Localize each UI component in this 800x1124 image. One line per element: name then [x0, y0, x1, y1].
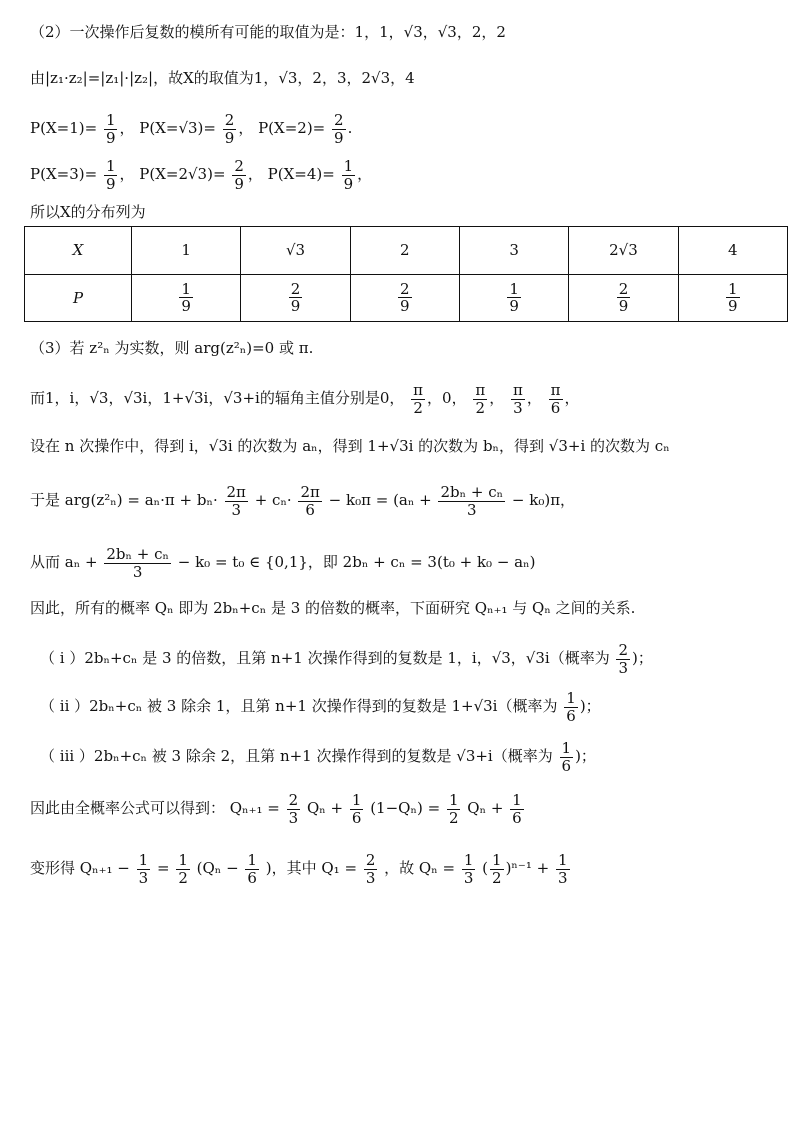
- fraction: $\frac{1}{9}$: [181, 279, 191, 316]
- fraction: $\frac{\pi}{6}$: [550, 381, 561, 417]
- table-cell: √3: [241, 227, 350, 275]
- table-cell: [678, 274, 787, 322]
- line-case-iii: （ iii ）2bₙ+cₙ 被 3 除余 2，且第 n+1 次操作得到的复数是 √3+i（概率为 $\frac{1}{6}$ )；: [40, 739, 596, 775]
- fraction: $\frac{2}{9}$: [400, 279, 410, 316]
- table-cell: [459, 274, 568, 322]
- table-header-p: P: [25, 274, 132, 322]
- prob-label: P(X=2√3)=: [139, 165, 226, 183]
- fraction: $\frac{\pi}{2}$: [413, 381, 424, 417]
- line-case-ii: （ ii ）2bₙ+cₙ 被 3 除余 1，且第 n+1 次操作得到的复数是 1+√3i（概率为 $\frac{1}{6}$ )；: [40, 689, 601, 725]
- fraction: $\frac{1}{9}$: [105, 157, 116, 193]
- fraction: $\frac{1}{9}$: [509, 279, 519, 316]
- fraction: $\frac{\pi}{2}$: [475, 381, 486, 417]
- fraction: $\frac{\text{2bₙ + cₙ}}{3}$: [440, 483, 504, 519]
- line-distribution-intro: 所以X的分布列为: [30, 203, 146, 221]
- line-principal-arguments: 而1，i，√3，√3i，1+√3i，√3+i的辐角主值分别是0， $\frac{\pi}{2}$ ，0， $\frac{\pi}{2}$ ， $\frac{\pi}{3}$ ， $\frac{\pi}{6}$ ，: [30, 381, 580, 417]
- table-cell: [241, 274, 350, 322]
- table-cell: [350, 274, 459, 322]
- prob-label: P(X=1)=: [30, 119, 98, 137]
- prob-label: P(X=3)=: [30, 165, 98, 183]
- fraction: $\frac{2}{9}$: [234, 157, 244, 193]
- fraction: $\frac{2}{9}$: [224, 111, 235, 147]
- distribution-table: [24, 226, 788, 322]
- fraction: $\frac{1}{3}$: [138, 851, 149, 887]
- fraction: $\frac{1}{6}$: [512, 791, 522, 827]
- table-cell: [569, 274, 678, 322]
- fraction: $\frac{2}{9}$: [618, 279, 629, 316]
- fraction: $\frac{1}{6}$: [351, 791, 362, 827]
- line-count-definitions: 设在 n 次操作中，得到 i，√3i 的次数为 aₙ，得到 1+√3i 的次数为 bₙ，得到 √3+i 的次数为 cₙ: [30, 437, 670, 455]
- table-cell: [132, 274, 241, 322]
- fraction: $\frac{2}{3}$: [365, 851, 376, 887]
- line-part-3-intro: （3）若 z²ₙ 为实数，则 arg(z²ₙ)=0 或 π.: [30, 339, 314, 357]
- fraction: $\frac{1}{6}$: [561, 739, 572, 775]
- line-integer-condition: 从而 aₙ + $\frac{\text{2bₙ + cₙ}}{3}$ − k₀ = t₀ ∈ {0,1}，即 2bₙ + cₙ = 3(t₀ + k₀ − aₙ): [30, 545, 536, 581]
- table-cell: 2: [350, 227, 459, 275]
- fraction: $\frac{1}{9}$: [105, 111, 116, 147]
- fraction: $\frac{2\pi}{3}$: [226, 483, 246, 519]
- table-row: [25, 274, 788, 322]
- fraction: $\frac{\text{2bₙ + cₙ}}{3}$: [106, 545, 169, 581]
- line-argument-formula: 于是 arg(z²ₙ) = aₙ·π + bₙ· $\frac{2\pi}{3}$ + cₙ· $\frac{2\pi}{6}$ − k₀π = (aₙ + $\frac{\text{2bₙ + cₙ}}{3}$ − k₀)π，: [30, 483, 576, 519]
- table-cell: 3: [459, 227, 568, 275]
- line-modulus-values: （2）一次操作后复数的模所有可能的取值为是：1，1，√3，√3，2，2: [30, 23, 506, 41]
- fraction: $\frac{1}{9}$: [343, 157, 354, 193]
- table-row: [25, 227, 788, 275]
- fraction: $\frac{1}{3}$: [463, 851, 474, 887]
- fraction: $\frac{2}{3}$: [618, 641, 629, 677]
- fraction: $\frac{2}{3}$: [288, 791, 299, 827]
- fraction: $\frac{1}{9}$: [728, 279, 738, 316]
- table-cell: 1: [132, 227, 241, 275]
- prob-label: P(X=√3)=: [139, 119, 216, 137]
- fraction: $\frac{1}{6}$: [247, 851, 257, 887]
- line-transformation: 变形得 Qₙ₊₁ − $\frac{1}{3}$ = $\frac{1}{2}$ (Qₙ − $\frac{1}{6}$ )，其中 Q₁ = $\frac{2}{3}$ ，故 Qₙ = $\frac{1}{3}$ ( $\frac{1}{2}$ )ⁿ⁻¹ + $\frac{1}{3}$: [30, 851, 568, 887]
- line-prob-row-2: P(X=3)= $\frac{1}{9}$ ， P(X=2√3)= $\frac{2}{9}$ ， P(X=4)= $\frac{1}{9}$ ，: [30, 157, 373, 193]
- fraction: $\frac{1}{2}$: [448, 791, 459, 827]
- fraction: $\frac{1}{2}$: [178, 851, 188, 887]
- prob-label: P(X=4)=: [267, 165, 335, 183]
- line-prob-row-1: P(X=1)= $\frac{1}{9}$ ， P(X=√3)= $\frac{2}{9}$ ， P(X=2)= $\frac{2}{9}$ .: [30, 111, 353, 147]
- fraction: $\frac{2}{9}$: [290, 279, 301, 316]
- table-cell: 4: [678, 227, 787, 275]
- prob-label: P(X=2)=: [258, 119, 326, 137]
- fraction: $\frac{1}{6}$: [566, 689, 576, 725]
- table-cell: 2√3: [569, 227, 678, 275]
- line-x-values: 由|z₁·z₂|=|z₁|·|z₂|，故X的取值为1，√3，2，3，2√3，4: [30, 69, 415, 87]
- fraction: $\frac{2\pi}{6}$: [300, 483, 320, 519]
- table-header-x: X: [25, 227, 132, 275]
- fraction: $\frac{\pi}{3}$: [513, 381, 523, 417]
- line-total-probability: 因此由全概率公式可以得到： Qₙ₊₁ = $\frac{2}{3}$ Qₙ + $\frac{1}{6}$ (1−Qₙ) = $\frac{1}{2}$ Qₙ + $\frac{1}{6}$: [30, 791, 522, 827]
- line-qn-definition: 因此，所有的概率 Qₙ 即为 2bₙ+cₙ 是 3 的倍数的概率，下面研究 Qₙ₊₁ 与 Qₙ 之间的关系.: [30, 599, 636, 617]
- fraction: $\frac{1}{2}$: [492, 851, 502, 887]
- line-case-i: （ i ）2bₙ+cₙ 是 3 的倍数，且第 n+1 次操作得到的复数是 1，i，√3，√3i（概率为 $\frac{2}{3}$ )；: [40, 641, 653, 677]
- fraction: $\frac{1}{3}$: [557, 851, 568, 887]
- fraction: $\frac{2}{9}$: [334, 111, 344, 147]
